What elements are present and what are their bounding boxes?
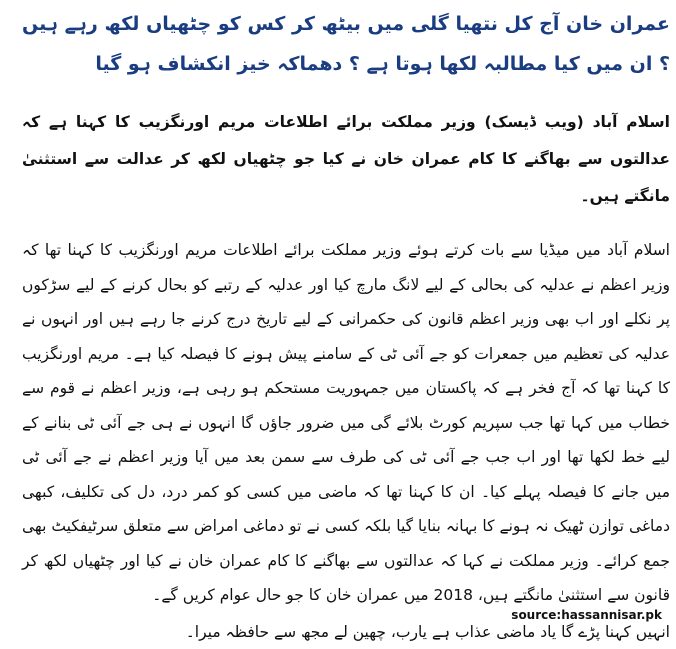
article [22, 4, 670, 649]
article-poem-line: انہیں کہنا پڑے گا یاد ماضی عذاب ہے یارب، چھین لے مجھ سے حافظہ میرا۔ [185, 622, 670, 641]
article-body: اسلام آباد میں میڈیا سے بات کرتے ہوئے وزیر مملکت برائے اطلاعات مریم اورنگزیب کا کہنا تھا کہ وزیر اعظم نے عدلیہ کی بحالی کے لیے لانگ مارچ کیا اور عدلیہ کے رتبے کو بحال کرنے کے لیے سڑکوں پر نکلے اور اب بھی وزیر اعظم قانون کی حکمرانی کے لیے تاریخ درج کرنے جا رہے ہیں اور انہوں نے عدلیہ کی تعظیم میں جمعرات کو جے آئی ٹی کے سامنے پیش ہونے کا فیصلہ کیا ہے۔ مریم اورنگزیب کا کہنا تھا کہ آج فخر ہے کہ پاکستان میں جمہوریت مستحکم ہو رہی ہے، وزیر اعظم نے قوم سے خطاب میں کہا تھا جب سپریم کورٹ بلائے گی میں ضرور جاؤں گا انہوں نے ہی جے آئی ٹی بنانے کے لیے خط لکھا تھا اور اب جب جے آئی ٹی کی طرف سے سمن بعد میں آیا وزیر اعظم نے جے آئی ٹی میں جانے کا فیصلہ پہلے کیا۔ ان کا کہنا تھا کہ ماضی میں کسی کو کمر درد، دل کی تکلیف، کبھی دماغی توازن ٹھیک نہ ہونے کا بہانہ بنایا گیا بلکہ کسی نے تو دماغی امراض سے متعلق سرٹیفکیٹ بھی جمع کرائے۔ وزیر مملکت نے کہا کہ عدالتوں سے بھاگنے کا کام عمران خان نے کیا اور چٹھیاں لکھ کر قانون سے استثنیٰ مانگتے ہیں، 2018 میں عمران خان کا جو حال عوام کریں گے۔ [22, 241, 670, 604]
article-summary: اسلام آباد (ویب ڈیسک) وزیر مملکت برائے اطلاعات مریم اورنگزیب کا کہنا ہے کہ عدالتوں سے بھاگنے کا کام عمران خان نے کیا جو چٹھیاں لکھ کر عدالت سے استثنیٰ مانگتے ہیں۔ [22, 113, 670, 205]
article-headline: عمران خان آج کل نتھیا گلی میں بیٹھ کر کس کو چٹھیاں لکھ رہے ہیں ؟ ان میں کیا مطالبہ لکھا ہوتا ہے ؟ دھماکہ خیز انکشاف ہو گیا [22, 13, 670, 75]
source-credit: source:hassannisar.pk [511, 608, 662, 622]
